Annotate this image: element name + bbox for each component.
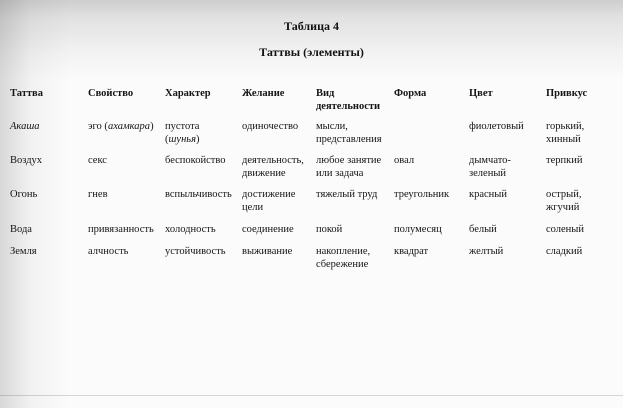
row-air-character: беспокойство: [165, 155, 226, 166]
row-air-activity: любое занятие или задача: [316, 155, 382, 179]
row-fire-character: вспыльчивость: [165, 189, 232, 200]
row-akasha-desire: одиночество: [242, 121, 299, 132]
row-akasha-character: пустота (шунья): [165, 121, 200, 145]
row-earth-desire: выживание: [242, 246, 293, 257]
row-air-desire: деятельность, движение: [242, 155, 304, 179]
table-number: Таблица 4: [284, 19, 339, 33]
row-earth-taste: сладкий: [546, 246, 583, 257]
row-earth-activity: накопление, сбережение: [316, 246, 371, 270]
row-water-tattva: Вода: [10, 224, 32, 235]
row-water-taste: соленый: [546, 224, 584, 235]
row-fire-activity: тяжелый труд: [316, 189, 378, 200]
header-taste: Привкус: [546, 88, 588, 99]
row-earth-form: квадрат: [394, 246, 429, 257]
row-fire-property: гнев: [88, 189, 108, 200]
header-tattva: Таттва: [10, 88, 43, 99]
row-air-property: секс: [88, 155, 107, 166]
row-akasha-taste: горький, хинный: [546, 121, 585, 145]
row-akasha-tattva: Акаша: [10, 121, 40, 132]
header-form: Форма: [394, 88, 427, 99]
row-fire-form: треугольник: [394, 189, 450, 200]
row-water-desire: соединение: [242, 224, 294, 235]
row-fire-taste: острый, жгучий: [546, 189, 582, 213]
header-desire: Желание: [242, 88, 285, 99]
row-earth-tattva: Земля: [10, 246, 37, 257]
row-water-form: полумесяц: [394, 224, 442, 235]
table-title: Таттвы (элементы): [259, 45, 364, 59]
header-property: Свойство: [88, 88, 134, 99]
page-edge-line: [0, 395, 623, 396]
row-earth-property: алчность: [88, 246, 129, 257]
row-akasha-color: фиолетовый: [469, 121, 524, 132]
row-air-color: дымчато- зеленый: [469, 155, 511, 179]
row-water-activity: покой: [316, 224, 343, 235]
row-air-taste: терпкий: [546, 155, 583, 166]
header-character: Характер: [165, 88, 211, 99]
row-water-color: белый: [469, 224, 497, 235]
row-air-form: овал: [394, 155, 415, 166]
row-fire-tattva: Огонь: [10, 189, 38, 200]
row-water-character: холодность: [165, 224, 216, 235]
row-akasha-property: эго (ахамкара): [88, 121, 154, 132]
row-akasha-activity: мысли, представления: [316, 121, 382, 145]
header-color: Цвет: [469, 88, 493, 99]
header-activity: Вид деятельности: [316, 88, 381, 112]
row-earth-color: желтый: [469, 246, 504, 257]
row-water-property: привязанность: [88, 224, 154, 235]
row-air-tattva: Воздух: [10, 155, 43, 166]
row-fire-desire: достижение цели: [242, 189, 296, 213]
row-earth-character: устойчивость: [165, 246, 226, 257]
row-fire-color: красный: [469, 189, 507, 200]
